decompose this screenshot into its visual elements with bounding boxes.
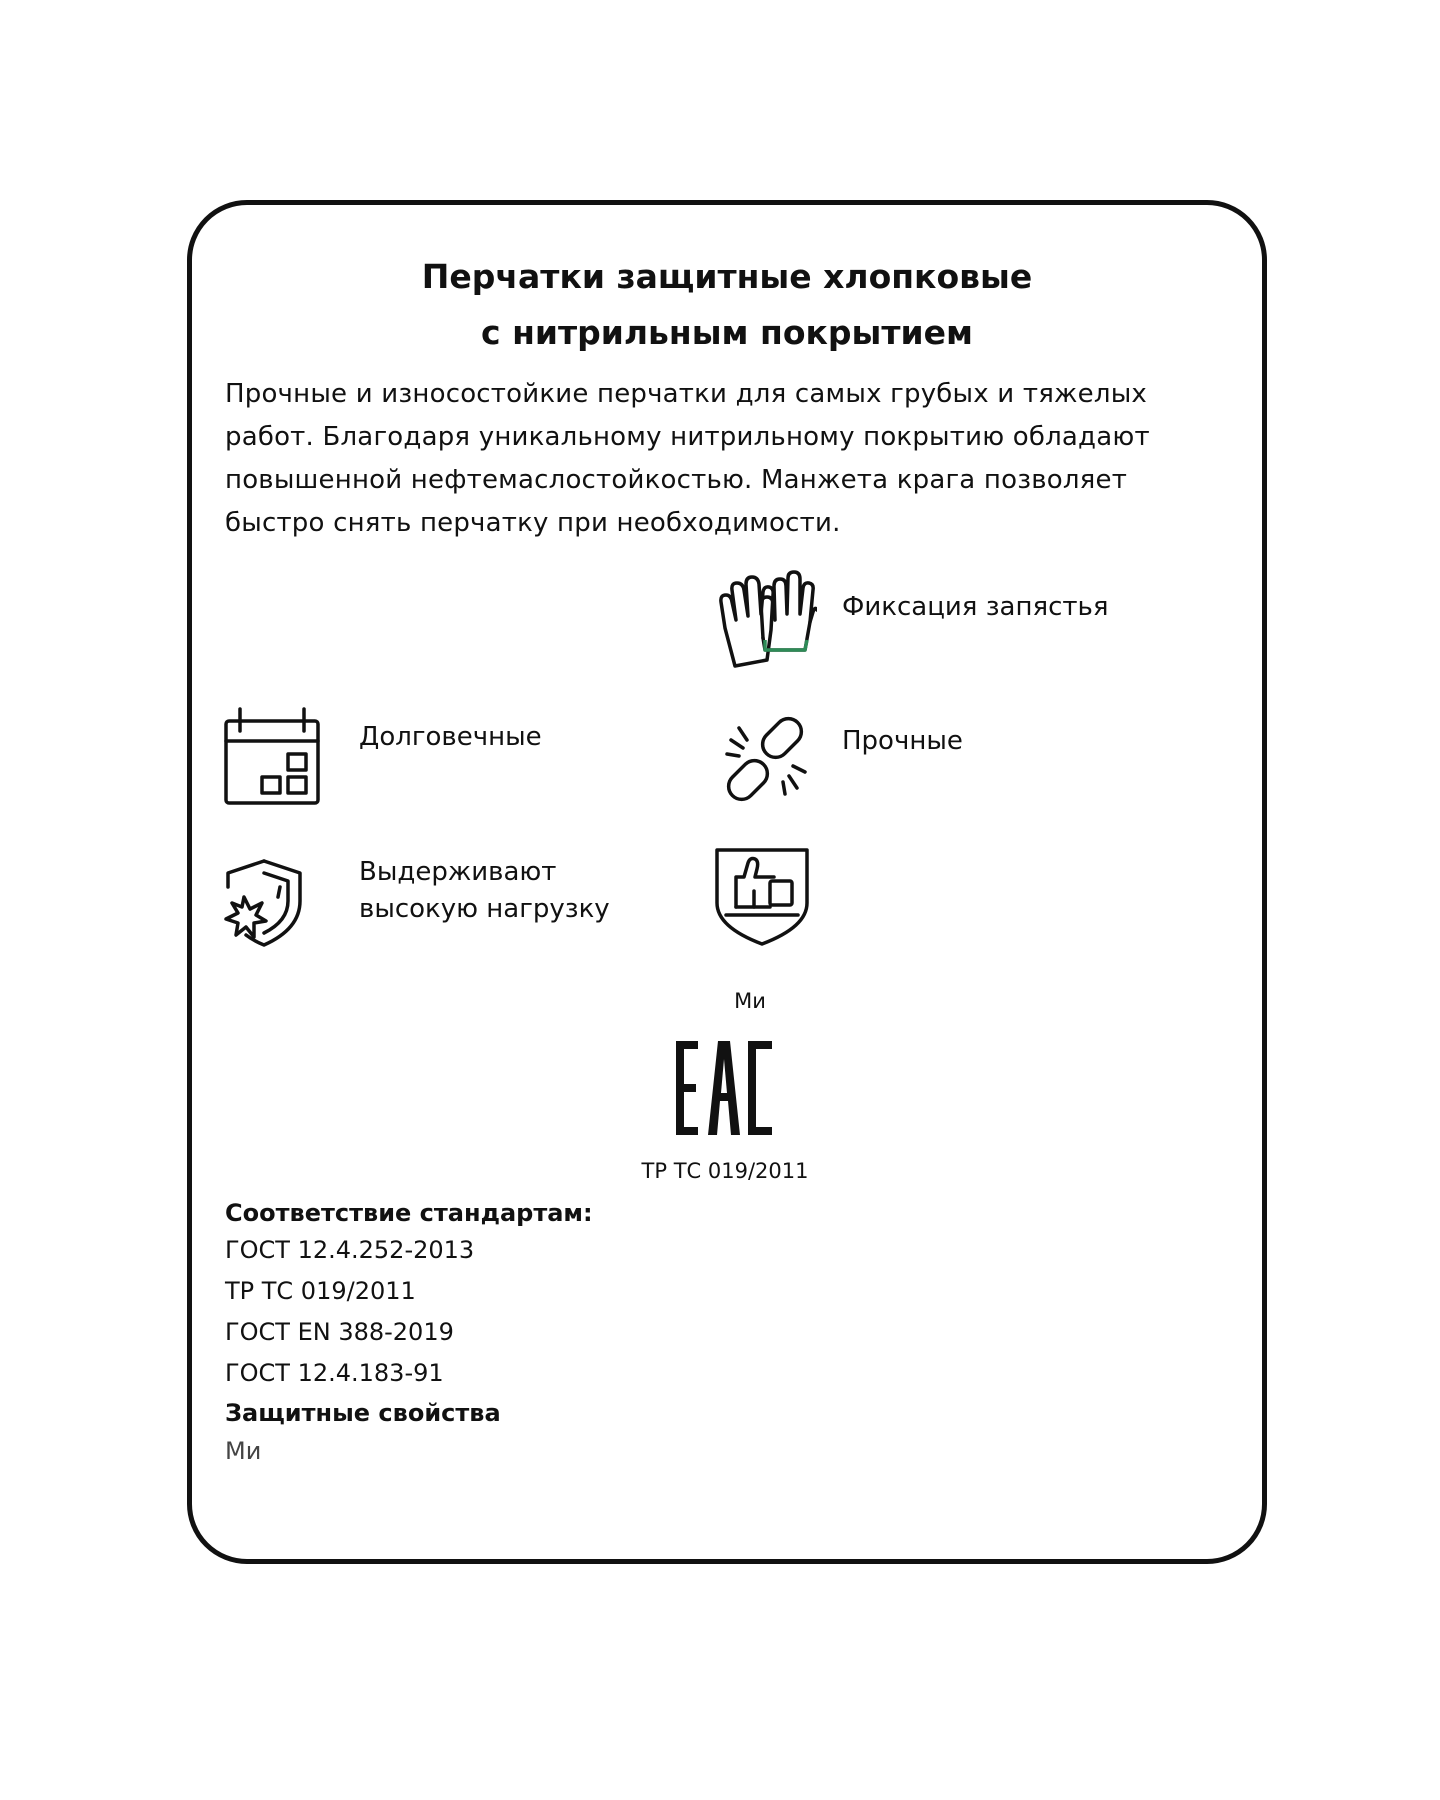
standards-list — [225, 1230, 474, 1394]
standard-item: ГОСТ 12.4.183-91 — [225, 1359, 444, 1387]
feature-load-label-line1: Выдерживают — [359, 857, 557, 887]
product-title-line1: Перчатки защитные хлопковые — [421, 257, 1033, 296]
standard-item: ТР ТС 019/2011 — [225, 1277, 416, 1305]
product-title-line2: с нитрильным покрытием — [481, 313, 973, 352]
protection-value: Ми — [225, 1437, 262, 1465]
feature-wrist-label: Фиксация запястья — [842, 592, 1109, 622]
feature-load-label-line2: высокую нагрузку — [359, 894, 610, 924]
standard-item: ГОСТ 12.4.252-2013 — [225, 1236, 475, 1264]
hand-protection-shield-icon — [714, 847, 810, 947]
feature-durable-label: Долговечные — [359, 722, 542, 752]
chain-link-icon — [717, 710, 815, 808]
feature-strong-label: Прочные — [842, 726, 963, 756]
product-info-card — [187, 200, 1267, 1564]
eac-logo-text: ЕАС — [674, 1039, 677, 1040]
regulation-label: ТР ТС 019/2011 — [641, 1159, 809, 1183]
product-description: Прочные и износостойкие перчатки для самых грубых и тяжелых работ. Благодаря уникальному нитрильному покрытию обладают повышенной нефтемаслостойкостью. Манжета крага позволяет быстро снять перчатку при необходимости. — [225, 379, 1150, 538]
protection-heading: Защитные свойства — [225, 1399, 501, 1427]
standards-heading: Соответствие стандартам: — [225, 1199, 593, 1227]
gloves-icon — [717, 568, 817, 670]
eac-mark-icon — [674, 1039, 774, 1137]
standard-item: ГОСТ EN 388-2019 — [225, 1318, 454, 1346]
mechanical-code-label: Ми — [734, 989, 766, 1013]
shield-impact-icon — [224, 857, 304, 949]
calendar-icon — [224, 707, 320, 805]
